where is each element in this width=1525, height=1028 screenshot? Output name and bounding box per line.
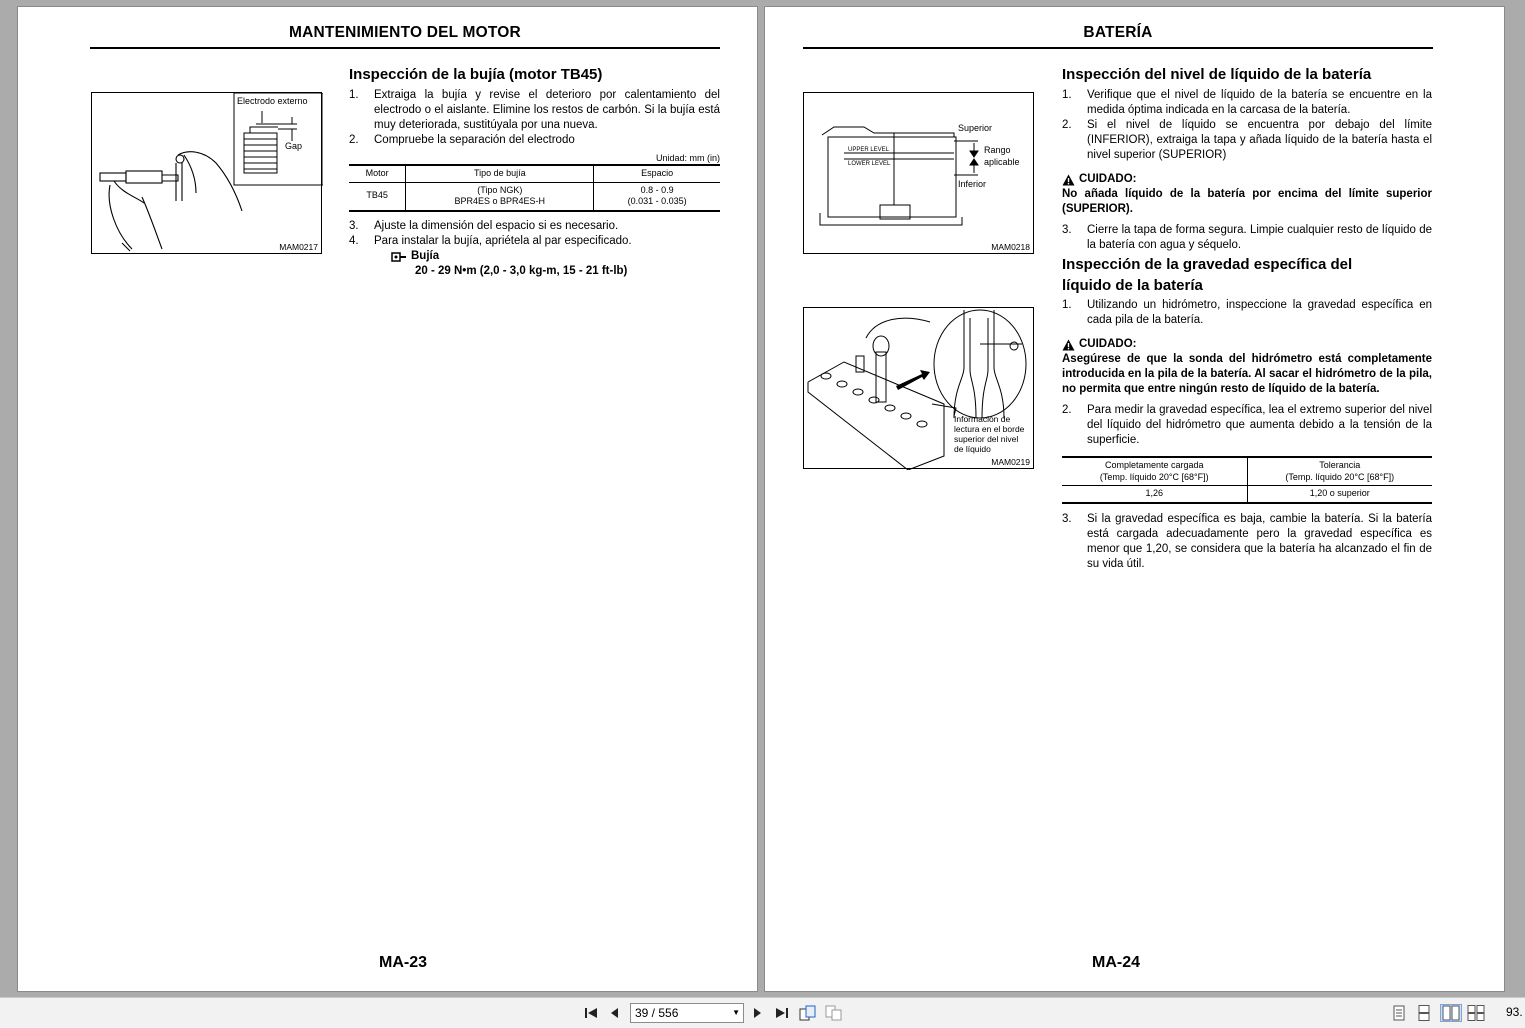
list-item	[349, 88, 720, 133]
note-line: lectura en el borde	[954, 424, 1025, 434]
battery-level-figure	[803, 92, 1034, 254]
header-line: Tolerancia	[1319, 460, 1361, 470]
page-number: MA-23	[379, 954, 428, 971]
cell-line: (Tipo NGK)	[477, 184, 523, 195]
figure-code: MAM0217	[279, 242, 318, 252]
document-page-right	[764, 6, 1505, 992]
list-item	[1062, 88, 1432, 118]
cell-line: 0.8 - 0.9	[640, 184, 674, 195]
warning-icon	[1062, 174, 1075, 186]
item-text: Para instalar la bujía, apriétela al par especificado.	[374, 234, 632, 247]
battery-level-illustration	[804, 93, 1035, 255]
item-number: 4.	[349, 234, 359, 247]
last-page-button[interactable]	[773, 1004, 791, 1022]
table-header	[1062, 457, 1247, 486]
page-header: BATERÍA	[803, 24, 1433, 49]
label-inferior: Inferior	[958, 179, 987, 189]
fit-icon	[825, 1005, 843, 1021]
upper-level-text: UPPER LEVEL	[848, 147, 890, 153]
list-item	[349, 234, 720, 249]
section-title: Inspección del nivel de líquido de la batería	[1062, 66, 1372, 83]
torque-wrench-icon	[391, 250, 407, 263]
item-number: 2.	[1062, 119, 1072, 131]
label-rango: Rango	[984, 145, 1011, 155]
table-cell: 1,26	[1062, 486, 1247, 503]
item-text: Si la gravedad específica es baja, cambie la batería. Si la batería está cargada adecuadamente pero la gravedad específica es menor que 1,20, se considera que la batería ha alcanzado el fin de su vida útil.	[1087, 512, 1432, 570]
spark-plug-section	[349, 65, 720, 279]
chevron-down-icon: ▼	[732, 1008, 740, 1017]
table-header: Motor	[349, 165, 406, 182]
table-cell	[594, 182, 720, 211]
first-page-icon	[584, 1007, 598, 1019]
two-page-icon	[1442, 1005, 1460, 1021]
spark-plug-figure	[91, 92, 322, 254]
item-number: 1.	[1062, 89, 1072, 101]
spark-plug-table	[349, 164, 720, 212]
table-header: Espacio	[594, 165, 720, 182]
two-page-view-button[interactable]	[1440, 1004, 1462, 1022]
prev-page-icon	[610, 1007, 620, 1019]
two-page-continuous-icon	[1467, 1005, 1485, 1021]
figure-code: MAM0219	[991, 457, 1030, 467]
table-header	[1247, 457, 1432, 486]
item-text: Para medir la gravedad específica, lea el extremo superior del nivel del líquido del hidrómetro que aumenta debido a la tensión de la superficie.	[1087, 404, 1432, 446]
cell-line: (0.031 - 0.035)	[627, 196, 687, 206]
header-line: Completamente cargada	[1104, 460, 1204, 470]
item-text: Utilizando un hidrómetro, inspeccione la gravedad específica en cada pila de la batería.	[1087, 299, 1432, 326]
caution-label: CUIDADO:	[1079, 338, 1137, 350]
section-title-2	[1062, 254, 1432, 296]
first-page-button[interactable]	[582, 1004, 600, 1022]
caution-text: No añada líquido de la batería por encima del límite superior (SUPERIOR).	[1062, 188, 1432, 215]
single-page-view-button[interactable]	[1390, 1004, 1408, 1022]
item-number: 3.	[349, 219, 359, 232]
section-title: Inspección de la bujía (motor TB45)	[349, 66, 603, 83]
battery-section	[1062, 65, 1432, 572]
note-line: superior del nivel	[954, 434, 1019, 444]
item-text: Verifique que el nivel de líquido de la batería se encuentre en la medida óptima indicada en la carcasa de la batería.	[1087, 89, 1432, 116]
note-line: Información de	[954, 414, 1011, 424]
zoom-level[interactable]: 93.	[1506, 1005, 1523, 1019]
label-gap: Gap	[285, 141, 303, 151]
unit-note: Unidad: mm (in)	[655, 153, 720, 163]
two-page-continuous-button[interactable]	[1467, 1004, 1485, 1022]
hydrometer-figure	[803, 307, 1034, 469]
viewer-toolbar	[0, 997, 1525, 1028]
caution-label: CUIDADO:	[1079, 173, 1137, 185]
item-text: Si el nivel de líquido se encuentra por debajo del límite (INFERIOR), extraiga la tapa y añada líquido de la batería hasta el nivel superior (SUPERIOR)	[1087, 119, 1432, 161]
torque-spec	[391, 249, 720, 264]
cell-line: BPR4ES o BPR4ES-H	[454, 196, 546, 206]
table-header-row	[1062, 457, 1432, 486]
item-text: Compruebe la separación del electrodo	[374, 134, 575, 146]
table-cell: TB45	[349, 182, 406, 211]
spec-value: 20 - 29 N•m (2,0 - 3,0 kg-m, 15 - 21 ft-lb)	[415, 264, 628, 277]
title-line: líquido de la batería	[1062, 277, 1203, 294]
note-line: de líquido	[954, 444, 991, 454]
list-item	[349, 133, 720, 148]
prev-page-button[interactable]	[606, 1004, 624, 1022]
page-number-input[interactable]	[630, 1003, 744, 1023]
warning-icon	[1062, 339, 1075, 351]
fit-button[interactable]	[825, 1004, 843, 1022]
list-item	[1062, 223, 1432, 253]
table-header: Tipo de bujía	[406, 165, 594, 182]
hydrometer-note	[954, 414, 1024, 454]
table-header-row	[349, 165, 720, 182]
gravity-table	[1062, 456, 1432, 504]
item-text: Ajuste la dimensión del espacio si es necesario.	[374, 219, 619, 232]
list-item	[1062, 512, 1432, 572]
next-page-icon	[752, 1007, 762, 1019]
rotate-button[interactable]	[799, 1004, 817, 1022]
label-electrode: Electrodo externo	[237, 96, 308, 106]
single-page-icon	[1393, 1005, 1405, 1021]
lower-level-text: LOWER LEVEL	[848, 161, 891, 167]
spec-label: Bujía	[411, 249, 440, 262]
list-item	[1062, 298, 1432, 328]
continuous-view-button[interactable]	[1415, 1004, 1433, 1022]
last-page-icon	[775, 1007, 789, 1019]
figure-code: MAM0218	[991, 242, 1030, 252]
table-row	[1062, 486, 1432, 503]
page-display: 39 / 556	[635, 1006, 679, 1020]
page-number: MA-24	[1092, 954, 1141, 971]
item-number: 3.	[1062, 512, 1072, 525]
rotate-icon	[799, 1005, 817, 1021]
label-superior: Superior	[958, 123, 993, 133]
header-line: (Temp. líquido 20°C [68°F])	[1285, 471, 1395, 482]
list-item	[1062, 118, 1432, 163]
caution-text: Asegúrese de que la sonda del hidrómetro está completamente introducida en la pila de la batería. Al sacar el hidrómetro de la pila, no permita que entre ningún resto de líquido de la batería.	[1062, 353, 1432, 395]
next-page-button[interactable]	[748, 1004, 766, 1022]
caution-heading	[1062, 337, 1432, 352]
table-row	[349, 182, 720, 211]
item-text: Cierre la tapa de forma segura. Limpie cualquier resto de líquido de la batería con agua y séquelo.	[1087, 224, 1432, 251]
item-number: 2.	[349, 134, 359, 146]
caution-heading	[1062, 172, 1432, 187]
item-number: 3.	[1062, 224, 1072, 236]
page-header: MANTENIMIENTO DEL MOTOR	[90, 24, 720, 49]
title-line: Inspección de la gravedad específica del	[1062, 256, 1353, 273]
label-aplicable: aplicable	[984, 157, 1020, 167]
continuous-icon	[1418, 1005, 1430, 1021]
spark-plug-illustration	[92, 93, 323, 255]
table-cell: 1,20 o superior	[1247, 486, 1432, 503]
header-line: (Temp. líquido 20°C [68°F])	[1099, 471, 1209, 482]
item-text: Extraiga la bujía y revise el deterioro por calentamiento del electrodo o el aislante. Elimine los restos de carbón. Si la bujía está muy deteriorada, sustitúyala por una nueva.	[374, 89, 720, 131]
item-number: 1.	[1062, 299, 1072, 311]
list-item	[1062, 403, 1432, 448]
document-page-left	[17, 6, 758, 992]
table-cell	[406, 182, 594, 211]
item-number: 2.	[1062, 404, 1072, 416]
list-item	[349, 219, 720, 234]
item-number: 1.	[349, 89, 359, 101]
